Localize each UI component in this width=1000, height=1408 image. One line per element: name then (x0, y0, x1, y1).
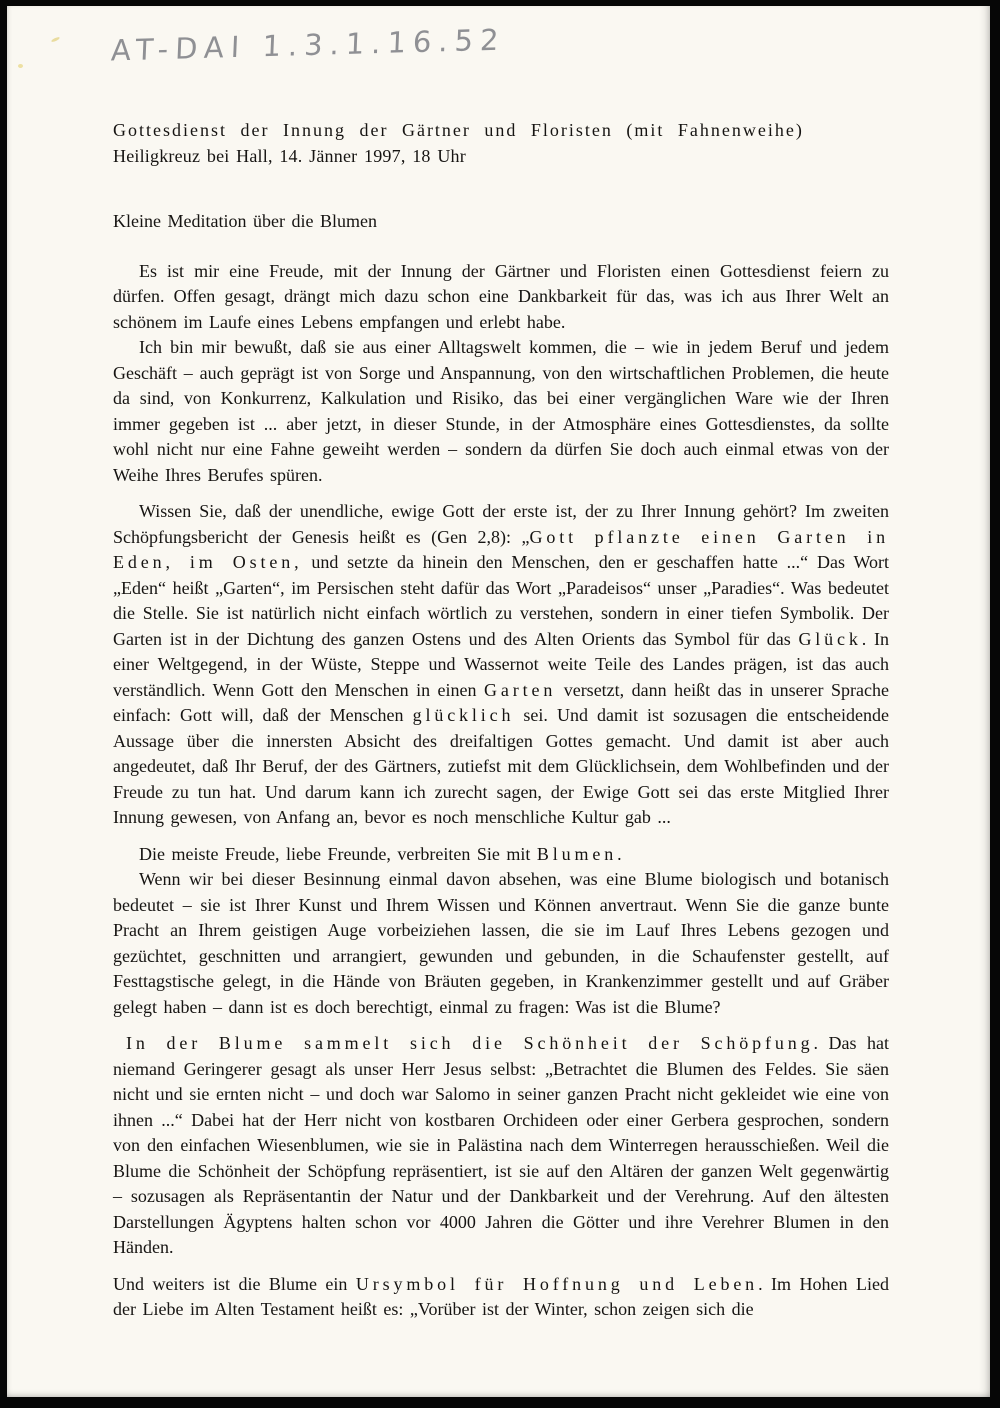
paper-sheet (7, 6, 990, 1397)
paragraph-wenn-wir (113, 867, 889, 1020)
emphasized-segment: glücklich (412, 705, 515, 725)
text-segment: Ich bin mir bewußt, daß sie aus einer Alltagswelt kommen, die – wie in jedem Beruf und jedem Geschäft – auch geprägt ist von Sorge und Anspannung, von den wirtschaftlichen Problemen, die heute da sind, von Konkurrenz, Kalkulation und Risiko, das bei einer vergänglichen Ware wie der Ihren immer gegeben ist ... aber jetzt, in dieser Stunde, in der Atmosphäre eines Gottesdienstes, da sollte wohl nicht nur eine Fahne geweiht werden – sondern da dürfen Sie doch auch einmal etwas von der Weihe Ihres Berufes spüren. (113, 337, 889, 485)
document-title-line2: Heiligkreuz bei Hall, 14. Jänner 1997, 18 Uhr (113, 145, 466, 166)
paragraph-und-weiters (113, 1272, 889, 1323)
emphasized-segment: Gott pflanzte einen Garten in Eden, im Osten, (113, 526, 889, 572)
emphasized-segment: Blumen (536, 843, 618, 864)
text-segment: . (617, 843, 622, 864)
text-segment: . Das hat niemand Geringerer gesagt als unser Herr Jesus selbst: „Betrachtet die Blumen des Feldes. Sie säen nicht und sie ernten nicht – und doch war Salomo in seiner ganzen Pracht nicht gekleidet wie eine von ihnen ...“ Dabei hat der Herr nicht von kostbaren Orchideen oder einer Gerbera gesprochen, sondern von den einfachen Wiesenblumen, wie sie in Palästina nach dem Winterregen herausschießen. Weil die Blume die Schönheit der Schöpfung repräsentiert, ist sie auf den Altären der ganzen Welt gegenwärtig – sozusagen als Repräsentantin der Natur und der Dankbarkeit und der Verehrung. Auf den ältesten Darstellungen Ägyptens halten schon vor 4000 Jahren die Götter und ihre Verehrer Blumen in den Händen. (113, 1033, 889, 1257)
document-heading: Kleine Meditation über die Blumen (113, 211, 377, 231)
text-segment: Die meiste Freude, liebe Freunde, verbreiten Sie mit (139, 843, 537, 864)
text-segment: Wenn wir bei dieser Besinnung einmal davon absehen, was eine Blume biologisch und botanisch bedeutet – sie ist Ihrer Kunst und Ihrem Wissen und Können anvertraut. Wenn Sie die ganze bunte Pracht an Ihrem geistigen Auge vorbeiziehen lassen, die sie im Lauf Ihres Lebens gezogen und gezüchtet, geschnitten und arrangiert, gewunden und gebunden, in die Schaufenster gestellt, auf Festtagstische gelegt, in die Hände von Bräuten gegeben, in Krankenzimmer gestellt und auf Gräber gelegt haben – dann ist es doch berechtigt, einmal zu fragen: Was ist die Blume? (113, 869, 889, 1017)
scan-speck (51, 36, 60, 43)
document-content (113, 118, 889, 1323)
paragraph-ich-bin-mir (113, 335, 889, 488)
document-title-line1: Gottesdienst der Innung der Gärtner und Floristen (mit Fahnenweihe) (113, 120, 804, 140)
text-segment: . Im Hohen Lied der Liebe im Alten Testament heißt es: „Vorüber ist der Winter, schon zeigen sich die (113, 1273, 889, 1319)
text-segment: Es ist mir eine Freude, mit der Innung der Gärtner und Floristen einen Gottesdienst feiern zu dürfen. Offen gesagt, drängt mich dazu schon eine Dankbarkeit für das, was ich aus Ihrer Welt an schönem im Laufe eines Lebens empfangen und erlebt habe. (113, 260, 889, 332)
text-segment: . In einer Weltgegend, in der Wüste, Steppe und Wassernot weite Teile des Landes prägen, ist das auch verständlich. Wenn Gott den Menschen in einen (113, 628, 889, 700)
emphasized-segment: Garten (484, 679, 557, 700)
emphasized-segment: Ursymbol für Hoffnung und Leben (355, 1273, 759, 1294)
scan-speck (18, 64, 23, 68)
text-segment: sei. Und damit ist sozusagen die entscheidende Aussage über die innersten Absicht des dreifaltigen Gottes gemacht. Und damit ist aber auch angedeutet, daß Ihr Beruf, der des Gärtners, zutiefst mit dem Glücklichsein, dem Wohlbefinden und der Freude zu tun hat. Und darum kann ich zurecht sagen, der Ewige Gott sei das erste Mitglied Ihrer Innung gewesen, von Anfang an, bevor es noch menschliche Kultur gab ... (113, 705, 889, 827)
emphasized-segment: Glück (798, 628, 862, 649)
paragraph-die-meiste-freude (113, 842, 889, 868)
document-title-block (113, 118, 889, 169)
paragraph-es-ist-mir (113, 259, 889, 336)
paragraph-in-der-blume (113, 1031, 889, 1261)
text-segment: versetzt, dann heißt das in unserer Sprache einfach: Gott will, daß der Menschen (113, 679, 889, 725)
text-segment: Wissen Sie, daß der unendliche, ewige Gott der erste ist, der zu Ihrer Innung gehört? Im zweiten Schöpfungsbericht der Genesis heißt es (Gen 2,8): „ (113, 501, 889, 547)
paragraph-wissen-sie (113, 499, 889, 831)
text-segment: und setzte da hinein den Menschen, den er geschaffen hatte ...“ Das Wort „Eden“ heißt „Garten“, im Persischen steht dafür das Wort „Paradeisos“ unser „Paradies“. Was bedeutet die Stelle. Sie ist natürlich nicht einfach wörtlich zu verstehen, sondern in einer tiefen Symbolik. Der Garten ist in der Dichtung des ganzen Ostens und des Alten Orients das Symbol für das (113, 552, 889, 649)
emphasized-segment: In der Blume sammelt sich die Schönheit der Schöpfung (126, 1033, 814, 1053)
handwritten-archive-reference: AT-DAI 1.3.1.16.52 (110, 22, 507, 68)
text-segment: Und weiters ist die Blume ein (113, 1273, 356, 1294)
